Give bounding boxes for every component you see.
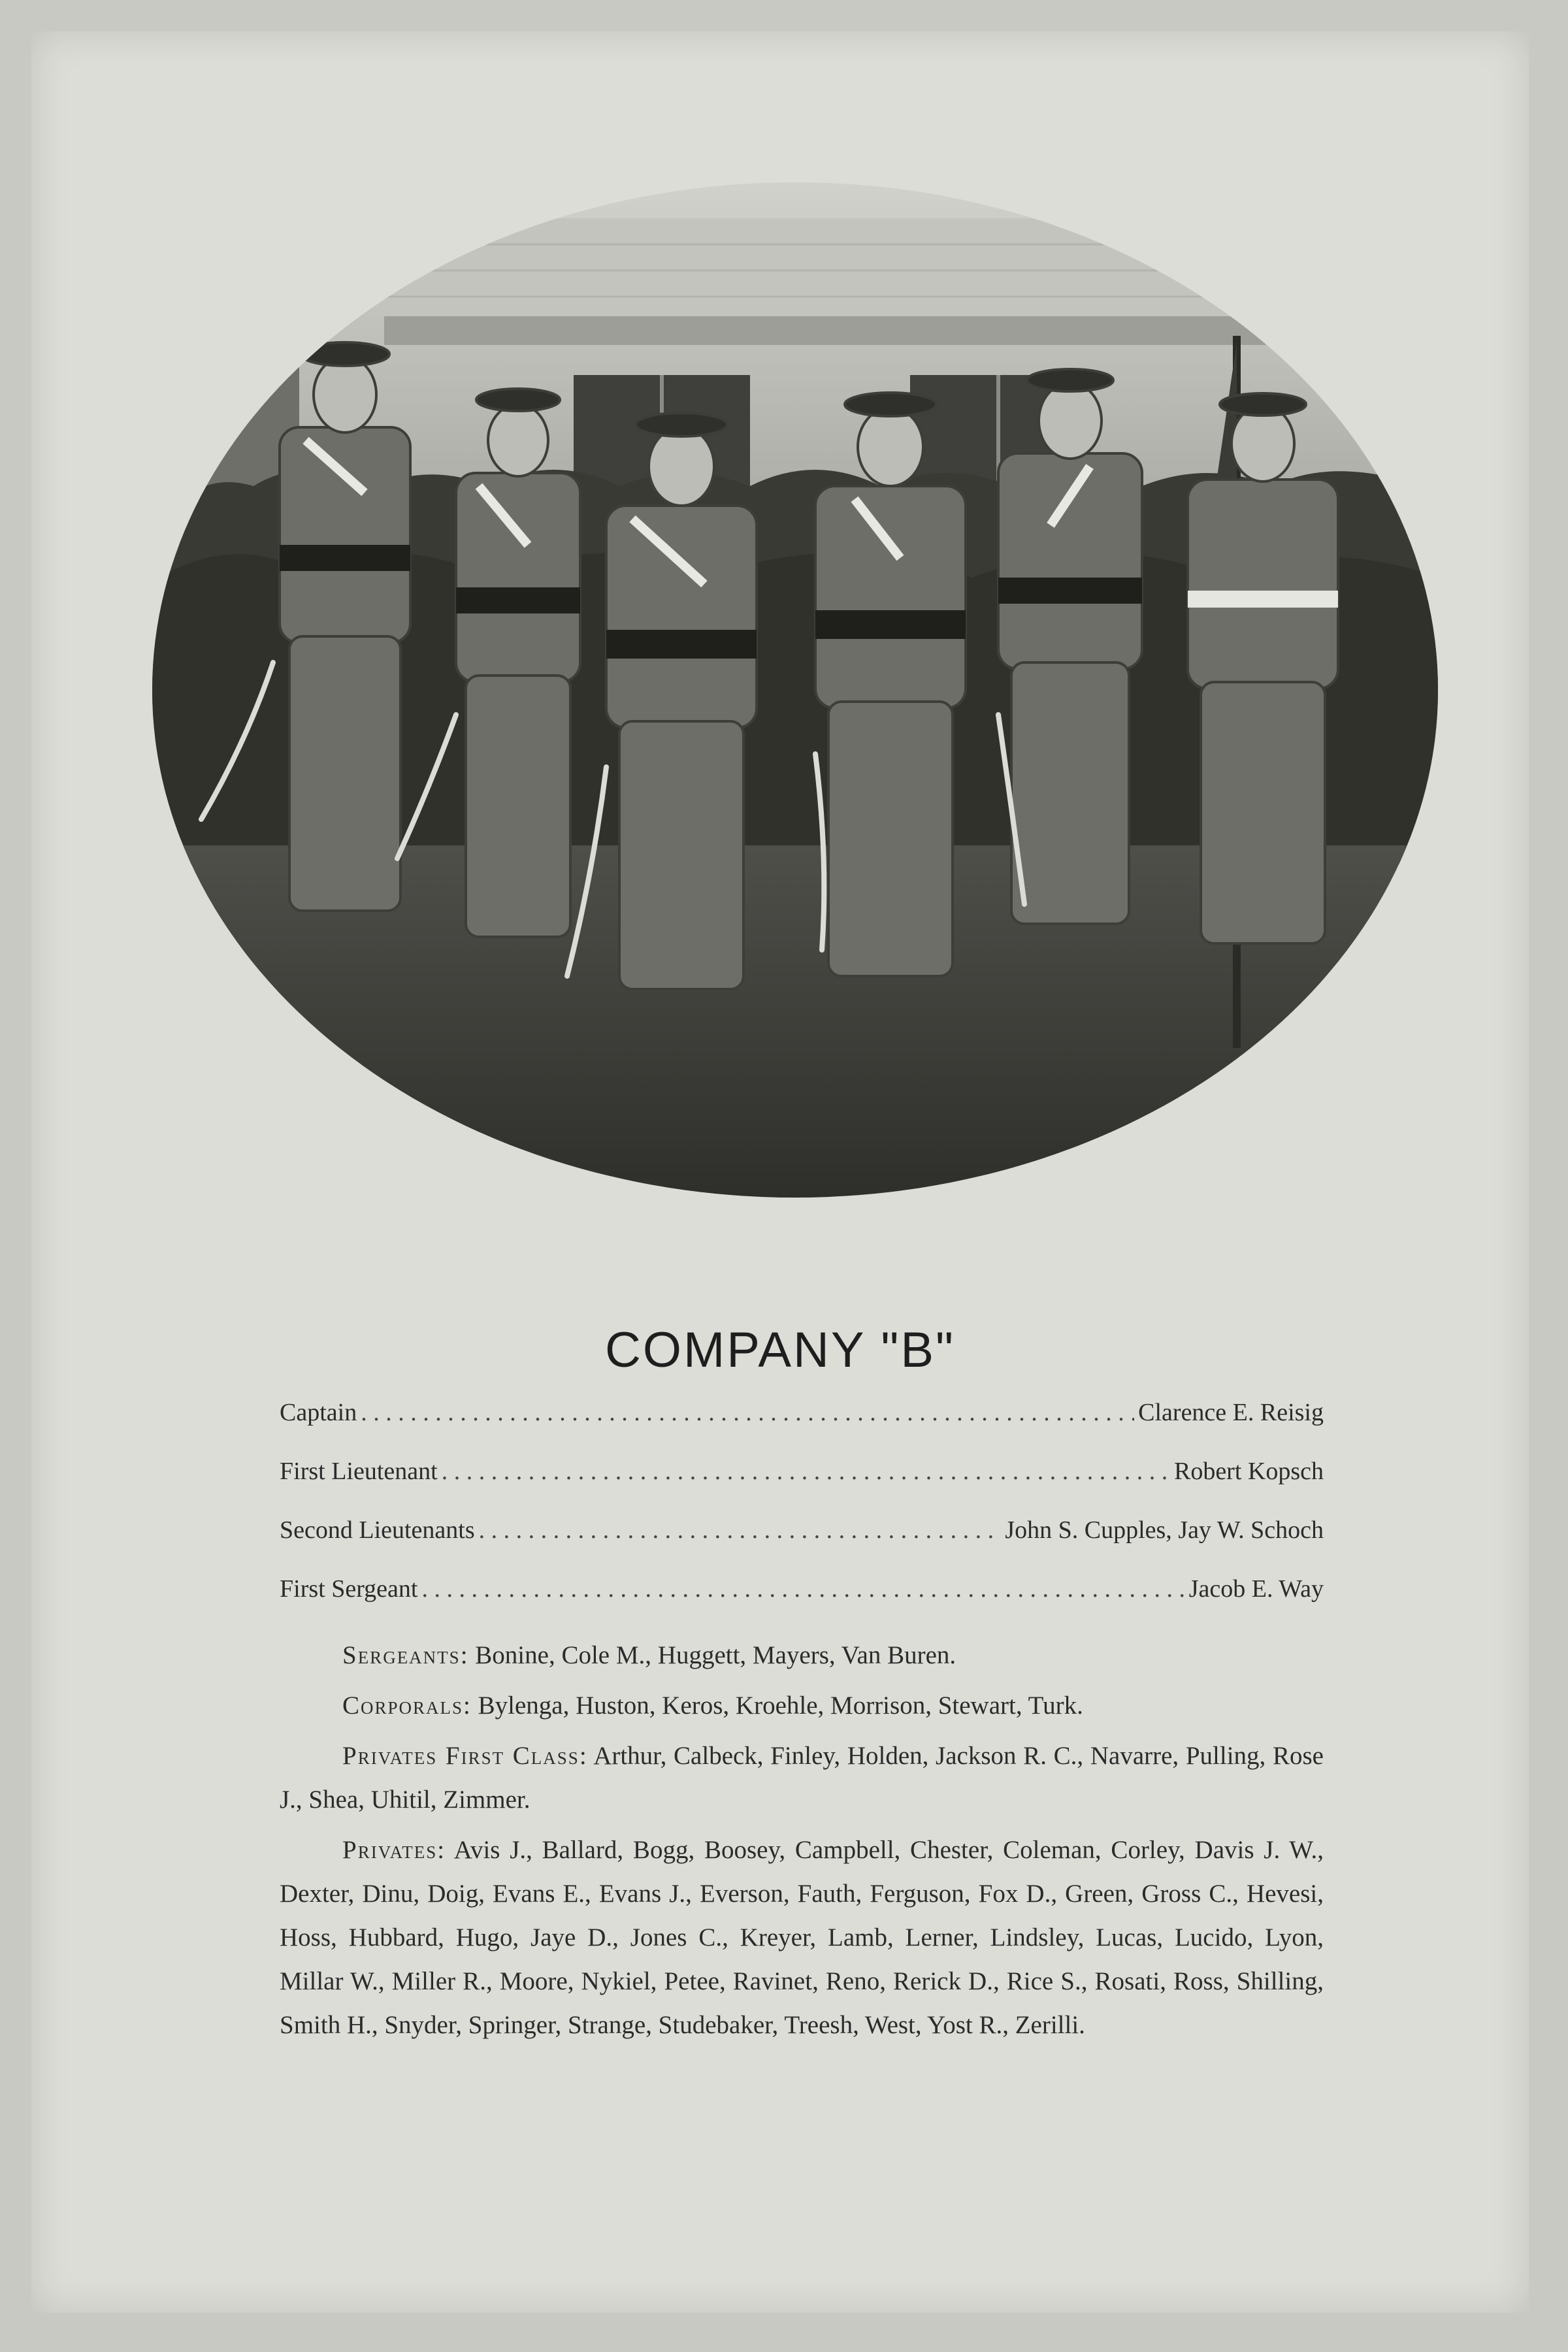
officer-name: Jacob E. Way: [1188, 1575, 1324, 1603]
group-label: Corporals:: [342, 1691, 472, 1720]
dot-leader: [361, 1398, 1134, 1427]
roster-paragraph: [280, 1828, 1324, 2047]
group-label: Privates First Class:: [342, 1742, 588, 1770]
group-names: Bonine, Cole M., Huggett, Mayers, Van Buren.: [475, 1641, 956, 1669]
roster-paragraph: [280, 1684, 1324, 1727]
officer-row: [280, 1516, 1324, 1575]
group-names: Avis J., Ballard, Bogg, Boosey, Campbell, Chester, Coleman, Corley, Davis J. W., Dexter, Dinu, Doig, Evans E., Evans J., Everson, Fauth, Ferguson, Fox D., Green, Gross C., Hevesi, Hoss, Hubbard, Hugo, Jaye D., Jones C., Kreyer, Lamb, Lerner, Lindsley, Lucas, Lucido, Lyon, Millar W., Miller R., Moore, Nykiel, Petee, Ravinet, Reno, Rerick D., Rice S., Rosati, Ross, Shilling, Smith H., Snyder, Springer, Strange, Studebaker, Treesh, West, Yost R., Zerilli.: [280, 1836, 1324, 2039]
dot-leader: [442, 1457, 1170, 1486]
group-names: Bylenga, Huston, Keros, Kroehle, Morrison, Stewart, Turk.: [478, 1691, 1083, 1720]
group-label: Sergeants:: [342, 1641, 469, 1669]
group-names: Arthur, Calbeck, Finley, Holden, Jackson R. C., Navarre, Pulling, Rose J., Shea, Uhitil, Zimmer.: [280, 1742, 1324, 1814]
company-officers-photo: [149, 179, 1441, 1201]
page-title: COMPANY "B": [604, 1322, 956, 1378]
officers-list: [280, 1398, 1324, 1633]
officer-rank: First Sergeant: [280, 1575, 418, 1603]
officer-name: Robert Kopsch: [1173, 1458, 1324, 1485]
officer-rank: First Lieutenant: [280, 1458, 438, 1485]
dot-leader: [479, 1516, 1002, 1544]
roster-paragraph: [280, 1734, 1324, 1821]
officer-rank: Captain: [280, 1399, 357, 1426]
officer-rank: Second Lieutenants: [280, 1516, 475, 1544]
yearbook-page: [31, 31, 1529, 2313]
officer-name: Clarence E. Reisig: [1138, 1399, 1324, 1426]
officer-row: [280, 1575, 1324, 1633]
officer-name: John S. Cupples, Jay W. Schoch: [1005, 1516, 1324, 1544]
roster-paragraph: [280, 1633, 1324, 1677]
officer-row: [280, 1398, 1324, 1457]
officer-row: [280, 1457, 1324, 1516]
dot-leader: [421, 1575, 1184, 1603]
group-label: Privates:: [342, 1836, 446, 1864]
roster: [280, 1633, 1324, 2053]
